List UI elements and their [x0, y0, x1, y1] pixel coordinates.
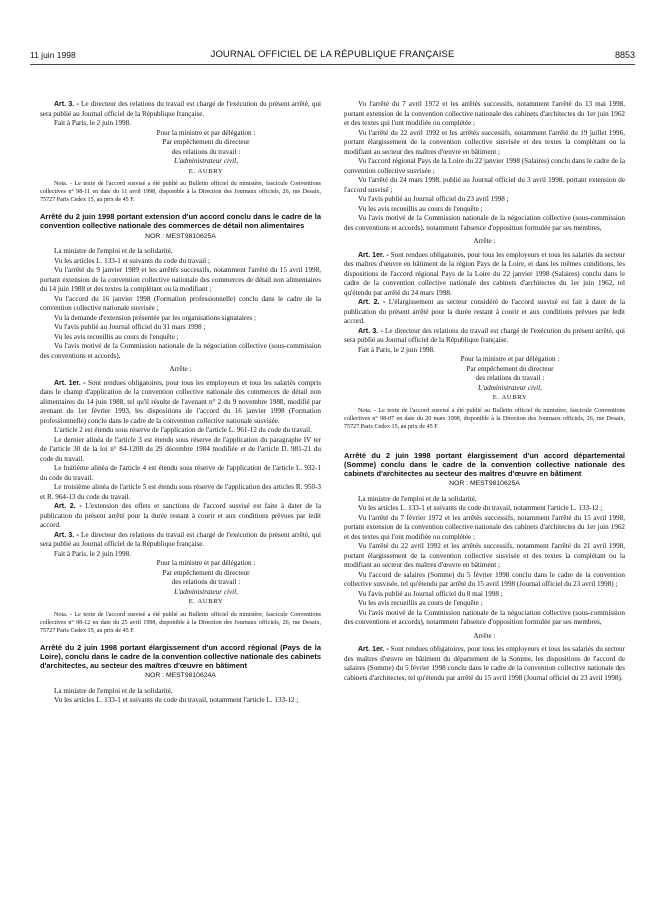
article-paragraph: [40, 531, 321, 550]
signature-block: [344, 355, 625, 403]
signature-line: des relations du travail :: [171, 147, 241, 156]
signature-name: E. AUBRY: [188, 167, 224, 175]
page-number: 8853: [614, 50, 635, 60]
right-column: [344, 100, 625, 683]
article-label: Art. 3. -: [54, 101, 79, 108]
nota-note: Nota. - Le texte de l'accord susvisé a été publié au Bulletin officiel du ministère, fascicule Conventions collectives n° 98-07 en date du 20 mars 1998, disponible à la Direction des Journaux officiels, 26, rue Desaix, 75727 Paris Cedex 15, au prix de 45 F.: [344, 407, 625, 430]
decree-title: Arrêté du 2 juin 1998 portant élargissement d'un accord régional (Pays de la Loire), conclu dans le cadre de la convention collective nationale des cabinets d'architectes, au secteur des maîtres d'œuvre en bâtiment: [40, 642, 321, 671]
preamble-line: Vu l'arrêté du 7 avril 1972 et les arrêtés successifs, notamment l'arrêté du 13 mai 1998, portant extension de la convention collective nationale des cabinets d'architectes du 1er juin 1962 et des textes qui l'ont modifiée ou complétée ;: [344, 100, 625, 127]
article-label: Art. 3. -: [358, 327, 383, 335]
signature-block: [40, 559, 321, 607]
arrete-heading: Arrête :: [473, 237, 496, 245]
article-paragraph: [344, 645, 625, 683]
preamble-line: Vu l'avis publié au Journal officiel du 23 avril 1998 ;: [358, 195, 509, 203]
header-date: 11 juin 1998: [30, 50, 76, 60]
article-paragraph: L'article 2 est étendu sous réserve de l'application de l'article L. 961-12 du code du travail.: [54, 426, 312, 435]
preamble-line: Vu l'arrêté du 24 mars 1998, publié au Journal officiel du 3 avril 1998, portant extension de l'accord susvisé ;: [344, 176, 625, 194]
article-text: Sont rendues obligatoires, pour tous les employeurs et tous les salariés du secteur des maîtres d'œuvre en bâtiment du département de la Somme, les dispositions de l'accord de salaires (Somme) du 5 février 1998 conclu dans le cadre de la convention collective nationale des cabinets d'architectes, tel qu'étendu par arrêté du 15 avril 1998 (Journal officiel du 23 avril 1998).: [344, 645, 625, 682]
preamble-line: Vu l'arrêté du 22 avril 1992 et les arrêtés successifs, notamment l'arrêté du 19 juillet 1996, portant élargissement de la convention collective susvisée et des textes la complétant ou la modifiant au secteur des maîtres d'œuvre en bâtiment ;: [344, 128, 625, 156]
article-paragraph: [344, 298, 625, 327]
article-text: Sont rendues obligatoires, pour tous les employeurs et tous les salariés du secteur des maîtres d'œuvre en bâtiment de la région Pays de la Loire, et dans les mêmes conditions, les dispositions de l'accord régional Pays de la Loire du 22 janvier 1998 (Salaires) conclu dans le cadre de la convention collective nationale des cabinets d'architectes du 1er juin 1962, tel qu'étendu par arrêté du 24 mars 1998.: [344, 250, 625, 297]
preamble-line: Vu les avis recueillis au cours de l'enquête ;: [358, 599, 483, 608]
preamble-line: Vu l'accord régional Pays de la Loire du 22 janvier 1998 (Salaires) conclu dans le cadre de la convention collective susvisée ;: [344, 157, 625, 175]
article-label: Art. 1er. -: [358, 646, 389, 654]
preamble-line: Vu les avis recueillis au cours de l'enquête ;: [54, 332, 179, 341]
preamble-line: La ministre de l'emploi et de la solidarité,: [54, 686, 173, 695]
article-text: Sont rendues obligatoires, pour tous les employeurs et tous les salariés compris dans le champ d'application de la convention collective nationale des commerces de détail non alimentaires du 14 juin 1988, tel qu'il résulte de l'avenant n° 2 du 9 novembre 1988, modifié par avenant du 1er février 1993, les dispositions de l'accord du 16 janvier 1998 (Formation professionnelle) conclu dans le cadre de la convention collective nationale susvisée.: [40, 378, 321, 425]
article-paragraph: [40, 100, 321, 119]
nor-reference: NOR : MEST9810625A: [145, 232, 216, 240]
article-paragraph: Le huitième alinéa de l'article 4 est étendu sous réserve de l'application de l'article L. 932-1 du code du travail.: [40, 464, 321, 482]
signature-line: Par empêchement du directeur: [466, 364, 554, 373]
preamble-line: Vu l'avis motivé de la Commission nationale de la négociation collective (sous-commission des conventions et accords),: [40, 342, 321, 360]
signature-name: E. AUBRY: [492, 394, 528, 401]
preamble-line: Vu l'avis publié au Journal officiel du 8 mai 1998 ;: [358, 589, 503, 598]
preamble-line: Vu l'arrêté du 7 février 1972 et les arrêtés successifs, notamment l'arrêté du 15 avril 1998, portant extension de la convention collective nationale des cabinets d'architectes du 1er juin 1962 et des textes qui l'ont modifiée ou complétée ;: [344, 513, 625, 541]
article-paragraph: [344, 327, 625, 346]
signature-block: [40, 129, 321, 177]
signature-line: Par empêchement du directeur: [162, 138, 250, 146]
preamble-line: Vu l'avis motivé de la Commission nationale de la négociation collective (sous-commission des conventions et accords), notamment l'absence d'opposition formulée par ses membres,: [344, 608, 625, 627]
fait-line: Fait à Paris, le 2 juin 1998.: [54, 119, 131, 127]
preamble-line: La ministre de l'emploi et de la solidarité,: [358, 494, 477, 503]
article-paragraph: Le troisième alinéa de l'article 5 est étendu sous réserve de l'application des articles R. 950-3 et R. 964-13 du code du travail.: [40, 483, 321, 501]
article-paragraph: [344, 251, 625, 299]
fait-line: Fait à Paris, le 2 juin 1998.: [54, 549, 131, 558]
preamble-line: Vu l'arrêté du 9 janvier 1989 et les arrêtés successifs, notamment l'arrêté du 15 avril 1998, portant extension de la convention collective nationale des commerces de détail non alimentaires du 14 juin 1988 et des textes la complétant ou la modifiant ;: [40, 266, 321, 294]
article-text: Le directeur des relations du travail est chargé de l'exécution du présent arrêté, qui sera publié au Journal officiel de la République française.: [40, 100, 321, 118]
article-text: Le directeur des relations du travail est chargé de l'exécution du présent arrêté, qui sera publié au Journal officiel de la République française.: [344, 326, 625, 344]
journal-title: JOURNAL OFFICIEL DE LA RÉPUBLIQUE FRANÇAISE: [210, 49, 455, 60]
article-paragraph: [40, 502, 321, 531]
preamble-line: Vu l'avis publié au Journal officiel du 31 mars 1998 ;: [54, 323, 206, 332]
signature-line: des relations du travail :: [475, 374, 545, 382]
signature-line: Pour la ministre et par délégation :: [460, 355, 560, 363]
signature-line: Pour la ministre et par délégation :: [156, 128, 256, 137]
preamble-line: Vu l'avis motivé de la Commission nationale de la négociation collective (sous-commission des conventions et accords), notamment l'absence d'opposition formulée par ses membres,: [344, 214, 625, 232]
article-paragraph: [40, 379, 321, 427]
preamble-line: Vu les articles L. 133-1 et suivants du code du travail ;: [54, 256, 210, 265]
signature-line: L'administrateur civil,: [478, 383, 542, 392]
arrete-heading: Arrête :: [473, 631, 496, 640]
preamble-line: Vu les avis recueillis au cours de l'enquête ;: [358, 204, 483, 213]
article-text: L'extension des effets et sanctions de l'accord susvisé est faite à dater de la publication du présent arrêté pour la durée restant à courir et aux conditions prévues par ledit accord.: [40, 502, 321, 530]
article-text: L'élargissement au secteur considéré de l'accord susvisé est fait à dater de la publication du présent arrêté pour la durée restant à courir et aux conditions prévues par ledit accord.: [344, 298, 625, 325]
preamble-line: Vu la demande d'extension présentée par les organisations signataires ;: [54, 313, 256, 322]
article-label: Art. 2. -: [54, 503, 82, 511]
preamble-line: Vu l'accord de salaires (Somme) du 5 février 1998 conclu dans le cadre de la convention collective susvisée, tel qu'étendu par arrêté du 15 avril 1998 (Journal officiel du 23 avril 1998) ;: [344, 570, 625, 589]
page-header: [30, 50, 635, 65]
decree-title: Arrêté du 2 juin 1998 portant élargissement d'un accord départemental (Somme) conclu dans le cadre de la convention collective nationale des cabinets d'architectes au secteur des maîtres d'œuvre en bâtiment: [344, 450, 625, 479]
signature-line: Par empêchement du directeur: [162, 568, 250, 577]
signature-line: L'administrateur civil,: [174, 587, 238, 596]
nota-note: Nota. - Le texte de l'accord susvisé a été publié au Bulletin officiel du ministère, fascicule Conventions collectives n° 98-12 en date du 25 avril 1998, disponible à la Direction des Journaux officiels, 26, rue Desaix, 75727 Paris Cedex 15, au prix de 45 F.: [40, 611, 321, 634]
article-paragraph: Le dernier alinéa de l'article 3 est étendu sous réserve de l'application du paragraphe IV ter de l'article 30 de la loi n° 84-1208 du 29 décembre 1984 modifiée et de l'article D. 981-21 du code du travail.: [40, 435, 321, 463]
preamble-line: Vu les articles L. 133-1 et suivants du code du travail, notamment l'article L. 133-12 ;: [54, 696, 299, 705]
left-column: [40, 100, 321, 706]
preamble-line: La ministre de l'emploi et de la solidarité,: [54, 247, 173, 256]
signature-name: E. AUBRY: [188, 598, 224, 606]
nor-reference: NOR : MEST9810624A: [145, 672, 216, 680]
preamble-line: Vu l'accord du 16 janvier 1998 (Formation professionnelle) conclu dans le cadre de la convention collective nationale susvisée ;: [40, 294, 321, 313]
arrete-heading: Arrête :: [169, 365, 192, 374]
article-text: Le directeur des relations du travail est chargé de l'exécution du présent arrêté, qui sera publié au Journal officiel de la République française.: [40, 530, 321, 549]
fait-line: Fait à Paris, le 2 juin 1998.: [358, 345, 435, 354]
preamble-line: Vu les articles L. 133-1 et suivants du code du travail, notamment l'article L. 133-12 ;: [358, 504, 603, 513]
decree-title: Arrêté du 2 juin 1998 portant extension d'un accord conclu dans le cadre de la convention collective nationale des commerces de détail non alimentaires: [40, 212, 321, 231]
signature-line: des relations du travail :: [171, 578, 241, 587]
article-label: Art. 2. -: [358, 299, 386, 306]
nor-reference: NOR : MEST9810625A: [449, 480, 520, 488]
article-label: Art. 1er. -: [358, 251, 389, 259]
nota-note: Nota. - Le texte de l'accord susvisé a été publié au Bulletin officiel du ministère, fascicule Conventions collectives n° 98-11 en date du 11 avril 1998, disponible à la Direction des Journaux officiels, 26, rue Desaix, 75727 Paris Cedex 15, au prix de 45 F.: [40, 181, 321, 203]
signature-line: Pour la ministre et par délégation :: [156, 559, 256, 568]
article-label: Art. 3. -: [54, 531, 79, 539]
signature-line: L'administrateur civil,: [174, 157, 238, 165]
preamble-line: Vu l'arrêté du 22 avril 1992 et les arrêtés successifs, notamment l'arrêté du 21 avril 1998, portant élargissement de la convention collective susvisée et des textes la complétant ou la modifiant au secteur des maîtres d'œuvre en bâtiment ;: [344, 542, 625, 570]
article-label: Art. 1er. -: [54, 379, 86, 387]
